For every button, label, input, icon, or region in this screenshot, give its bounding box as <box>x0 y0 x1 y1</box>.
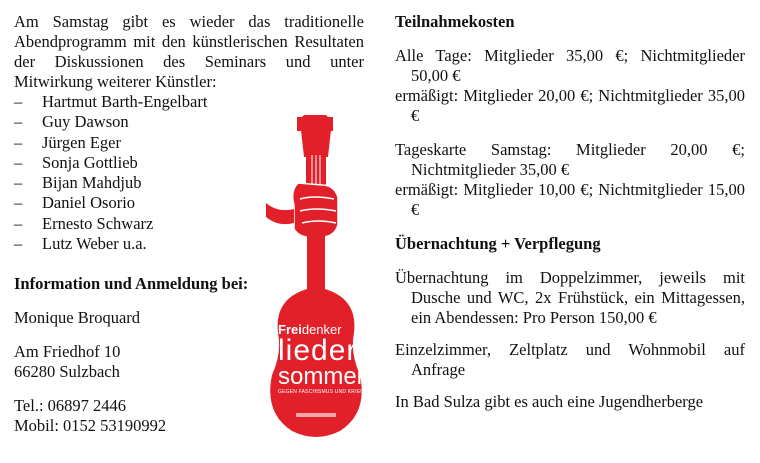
artist-item: – Hartmut Barth-Engelbart <box>14 92 364 112</box>
fees-all-days-reduced: ermäßigt: Mitglieder 20,00 €; Nichtmitglieder 35,00 € <box>395 86 745 125</box>
artist-item: – Ernesto Schwarz <box>14 214 364 234</box>
info-heading: Information und Anmeldung bei: <box>14 274 249 294</box>
lodging-single: Einzelzimmer, Zeltplatz und Wohnmobil auf Anfrage <box>395 340 745 379</box>
liedersommer-logo <box>264 113 368 440</box>
artist-item: – Daniel Osorio <box>14 193 364 213</box>
lodging-heading: Übernachtung + Verpflegung <box>395 234 601 253</box>
contact-mobile: Mobil: 0152 53190992 <box>14 416 167 436</box>
right-column <box>395 0 745 412</box>
artist-item: – Lutz Weber u.a. <box>14 234 364 254</box>
artist-item: – Bijan Mahdjub <box>14 173 364 193</box>
artist-item: – Guy Dawson <box>14 112 364 132</box>
contact-phone: Tel.: 06897 2446 <box>14 396 127 416</box>
contact-street: Am Friedhof 10 <box>14 342 121 362</box>
fees-saturday-reduced: ermäßigt: Mitglieder 10,00 €; Nichtmitglieder 15,00 € <box>395 180 745 219</box>
intro-text: Am Samstag gibt es wieder das traditionelle Abendprogramm mit den künstlerischen Resultaten der Diskussionen des Seminars und unter Mitwirkung weiterer Künstler: <box>14 12 364 91</box>
contact-name: Monique Broquard <box>14 308 141 328</box>
logo-sommer: sommer <box>278 363 365 390</box>
logo-lieder: lieder <box>278 334 358 367</box>
logo-brand: Freidenker <box>278 322 342 337</box>
logo-tagline: GEGEN FASCHISMUS UND KRIEG <box>278 389 365 395</box>
fees-saturday: Tageskarte Samstag: Mitglieder 20,00 €; Nichtmitglieder 35,00 € <box>395 140 745 179</box>
fees-all-days: Alle Tage: Mitglieder 35,00 €; Nichtmitglieder 50,00 € <box>395 46 745 85</box>
lodging-double: Übernachtung im Doppelzimmer, jeweils mit Dusche und WC, 2x Frühstück, ein Mittagessen, ein Abendessen: Pro Person 150,00 € <box>395 268 745 327</box>
fees-heading: Teilnahmekosten <box>395 12 515 31</box>
youth-hostel: In Bad Sulza gibt es auch eine Jugendherberge <box>395 392 704 411</box>
artist-item: – Jürgen Eger <box>14 133 364 153</box>
artist-item: – Sonja Gottlieb <box>14 153 364 173</box>
contact-city: 66280 Sulzbach <box>14 362 120 382</box>
